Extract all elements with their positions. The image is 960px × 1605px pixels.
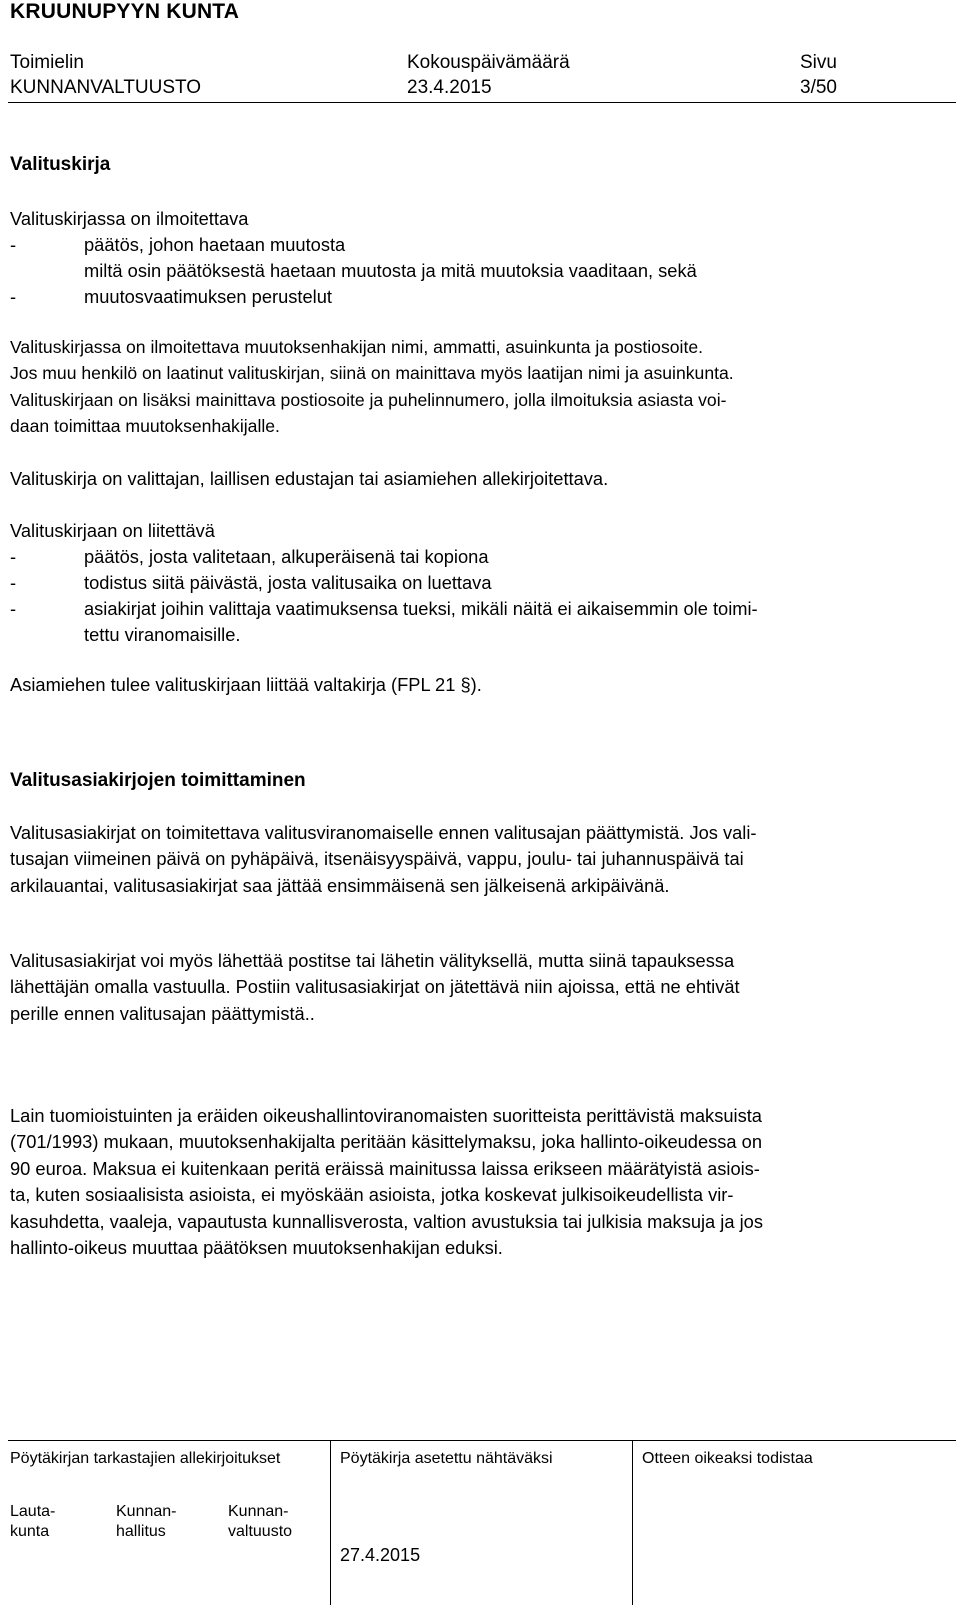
signature-hallitus-line1: Kunnan- xyxy=(116,1503,177,1520)
paragraph-line: tusajan viimeinen päivä on pyhäpäivä, itsenäisyyspäivä, vappu, joulu- tai juhannuspäivä tai xyxy=(10,848,744,870)
list-dash: - xyxy=(10,546,17,567)
paragraph-deadline xyxy=(10,820,952,899)
signature-valtuusto-line1: Kunnan- xyxy=(228,1503,289,1520)
footer-posted-title: Pöytäkirja asetettu nähtäväksi xyxy=(340,1450,553,1467)
paragraph-postal xyxy=(10,948,952,1027)
intro-text: Valituskirjassa on ilmoitettava xyxy=(10,208,249,229)
paragraph-line: kasuhdetta, vaaleja, vapautusta kunnallisverosta, valtion avustuksia tai julkisia maksuja ja jos xyxy=(10,1210,763,1232)
signature-lautakunta-line1: Lauta- xyxy=(10,1503,56,1520)
paragraph-line: ta, kuten sosiaalisista asioista, ei myöskään asioista, jotka koskevat julkisoikeudellista vir- xyxy=(10,1184,734,1206)
list-item: päätös, josta valitetaan, alkuperäisenä tai kopiona xyxy=(84,546,489,567)
meeting-date-value: 23.4.2015 xyxy=(407,77,492,98)
section-title-submission: Valitusasiakirjojen toimittaminen xyxy=(10,770,306,791)
signature-lautakunta-line2: kunta xyxy=(10,1523,50,1540)
paragraph-contact-info xyxy=(10,334,952,440)
list-item: todistus siitä päivästä, josta valitusaika on luettava xyxy=(84,572,492,593)
paragraph-line: Valitusasiakirjat on toimitettava valitusviranomaiselle ennen valitusajan päättymistä. Jos vali- xyxy=(10,822,757,843)
footer-divider xyxy=(8,1440,956,1441)
footer-certified-title: Otteen oikeaksi todistaa xyxy=(642,1450,813,1467)
paragraph-line: Valituskirjaan on lisäksi mainittava postiosoite ja puhelinnumero, jolla ilmoituksia asiasta voi- xyxy=(10,389,727,410)
list-item: päätös, johon haetaan muutosta xyxy=(84,234,346,255)
paragraph-line: Valituskirjassa on ilmoitettava muutoksenhakijan nimi, ammatti, asuinkunta ja postiosoite. xyxy=(10,337,704,357)
paragraph-line: daan toimittaa muutoksenhakijalle. xyxy=(10,416,280,437)
section-title-valituskirja: Valituskirja xyxy=(10,154,111,175)
list-dash: - xyxy=(10,572,17,593)
footer-column-divider xyxy=(632,1440,633,1605)
signature-valtuusto-line2: valtuusto xyxy=(228,1523,293,1540)
paragraph-line: hallinto-oikeus muuttaa päätöksen muutoksenhakijan eduksi. xyxy=(10,1237,503,1259)
power-of-attorney-note: Asiamiehen tulee valituskirjaan liittää valtakirja (FPL 21 §). xyxy=(10,674,482,695)
meeting-date-label: Kokouspäivämäärä xyxy=(407,52,570,73)
list-dash: - xyxy=(10,234,17,255)
header-divider xyxy=(8,102,956,103)
list-dash: - xyxy=(10,286,17,307)
posted-date: 27.4.2015 xyxy=(340,1545,421,1565)
paragraph-line: (701/1993) mukaan, muutoksenhakijalta peritään käsittelymaksu, joka hallinto-oikeudessa on xyxy=(10,1131,762,1153)
attachments-intro: Valituskirjaan on liitettävä xyxy=(10,520,215,541)
list-item: miltä osin päätöksestä haetaan muutosta ja mitä muutoksia vaaditaan, sekä xyxy=(84,260,697,281)
list-dash: - xyxy=(10,598,17,619)
paragraph-line: Lain tuomioistuinten ja eräiden oikeushallintoviranomaisten suoritteista perittävistä maksuista xyxy=(10,1105,762,1126)
body-value: KUNNANVALTUUSTO xyxy=(10,77,202,98)
paragraph-fees xyxy=(10,1103,952,1261)
list-item: muutosvaatimuksen perustelut xyxy=(84,286,332,307)
footer-signatures-title: Pöytäkirjan tarkastajien allekirjoitukset xyxy=(10,1450,281,1467)
organization-name: KRUUNUPYYN KUNTA xyxy=(10,0,240,23)
paragraph-line: arkilauantai, valitusasiakirjat saa jättää ensimmäisenä sen jälkeisenä arkipäivänä. xyxy=(10,874,670,896)
paragraph-line: 90 euroa. Maksua ei kuitenkaan peritä eräissä mainitussa laissa erikseen määrätyistä asiois- xyxy=(10,1157,760,1179)
page-label: Sivu xyxy=(800,52,837,73)
footer-column-divider xyxy=(330,1440,331,1605)
paragraph-line: Valitusasiakirjat voi myös lähettää postitse tai lähetin välityksellä, mutta siinä tapauksessa xyxy=(10,950,735,971)
list-item: tettu viranomaisille. xyxy=(84,624,241,645)
paragraph-line: Jos muu henkilö on laatinut valituskirjan, siinä on mainittava myös laatijan nimi ja asuinkunta. xyxy=(10,363,734,384)
list-item: asiakirjat joihin valittaja vaatimuksensa tueksi, mikäli näitä ei aikaisemmin ole toimi- xyxy=(84,598,758,619)
signature-requirement: Valituskirja on valittajan, laillisen edustajan tai asiamiehen allekirjoitettava. xyxy=(10,468,609,489)
body-label: Toimielin xyxy=(10,52,84,73)
signature-hallitus-line2: hallitus xyxy=(116,1523,166,1540)
paragraph-line: perille ennen valitusajan päättymistä.. xyxy=(10,1002,315,1024)
page-number: 3/50 xyxy=(800,77,837,98)
paragraph-line: lähettäjän omalla vastuulla. Postiin valitusasiakirjat on jätettävä niin ajoissa, että ne ehtivät xyxy=(10,976,740,998)
